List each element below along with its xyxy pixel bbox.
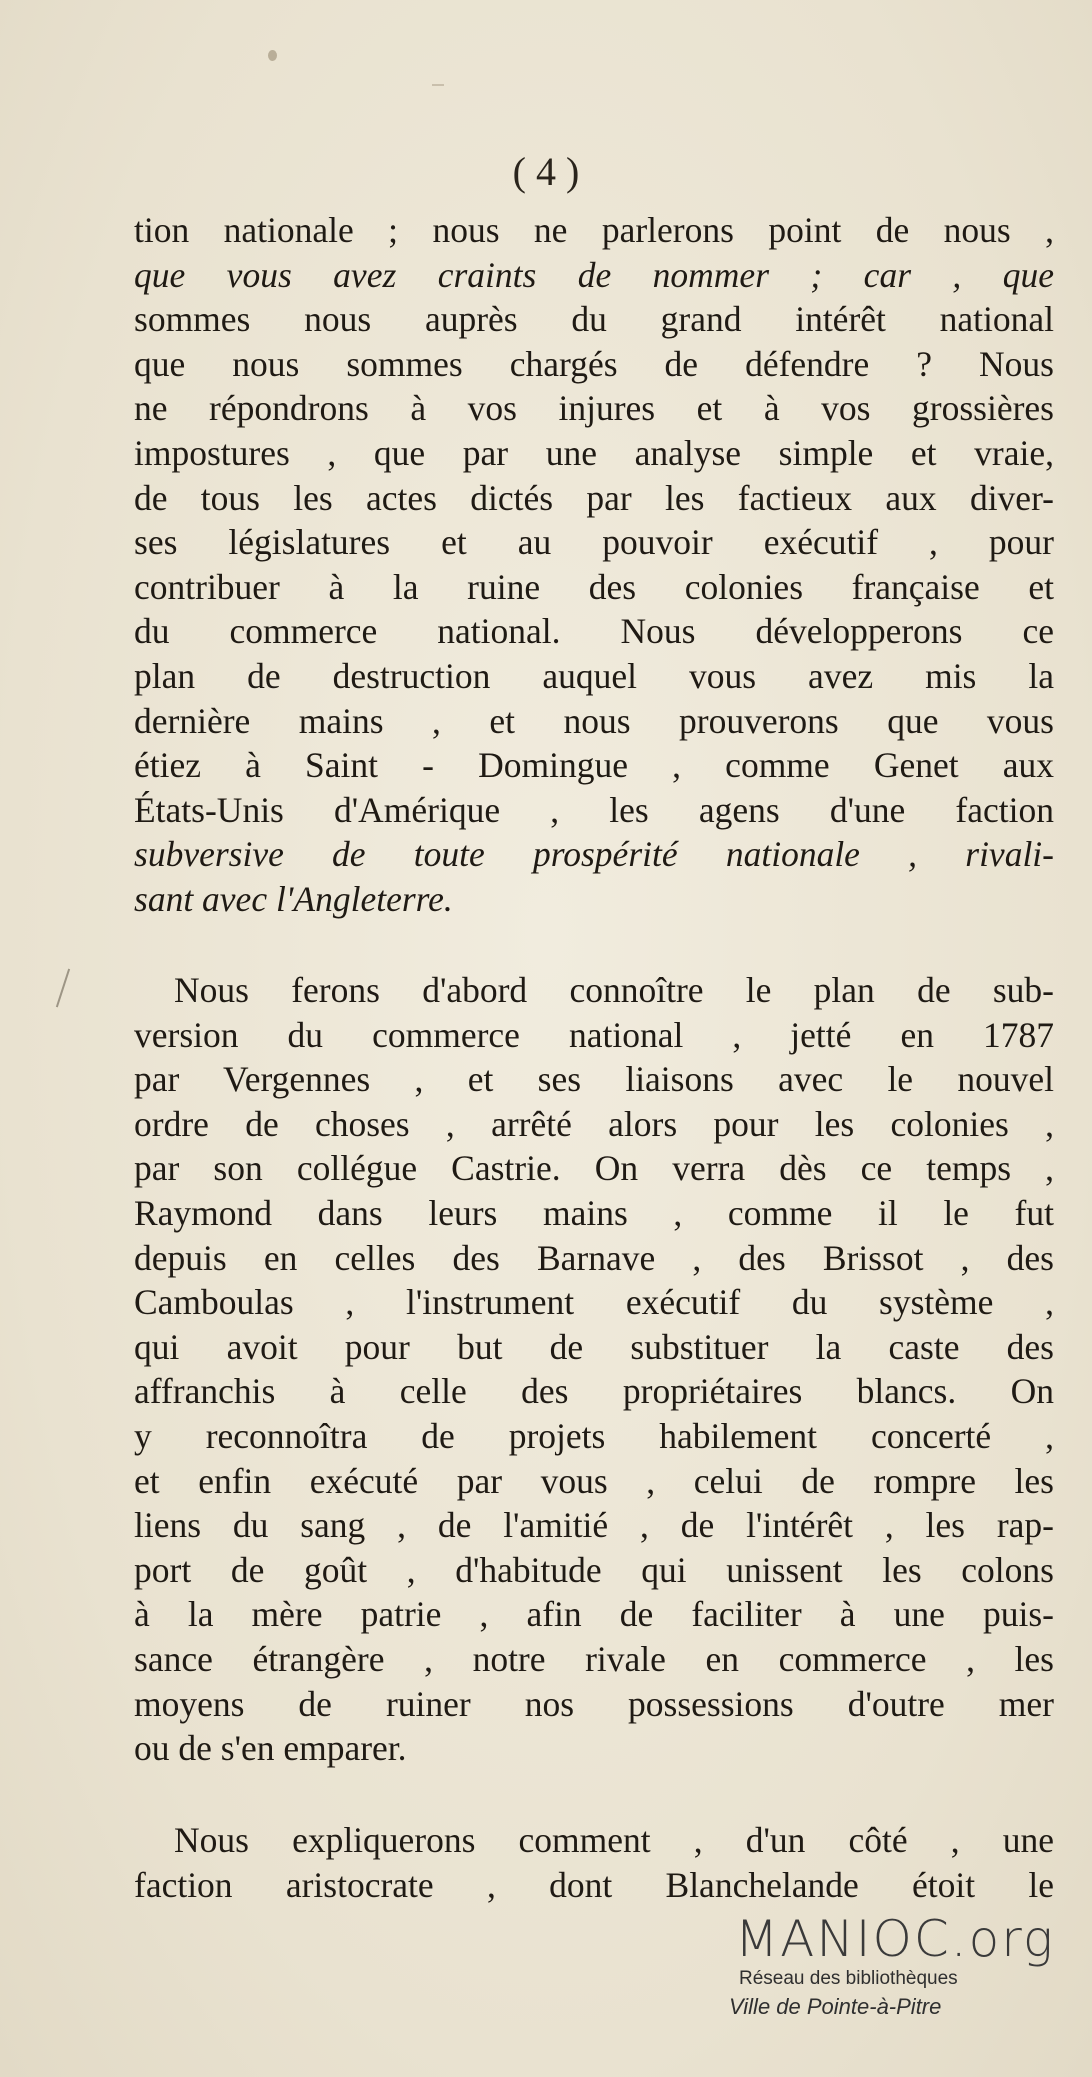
text-line: faction aristocrate , dont Blanchelande étoit le <box>134 1864 1054 1905</box>
text-line: tion nationale ; nous ne parlerons point de nous , <box>134 210 1054 250</box>
text-line: depuis en celles des Barnave , des Brissot , des <box>134 1237 1054 1278</box>
text-line: sommes nous auprès du grand intérêt national <box>134 299 1054 340</box>
manioc-watermark <box>729 1910 1065 2022</box>
text-line: affranchis à celle des propriétaires blancs. On <box>134 1371 1054 1412</box>
page-number: ( 4 ) <box>512 149 580 194</box>
text-line: par Vergennes , et ses liaisons avec le nouvel <box>134 1059 1054 1100</box>
text-line: du commerce national. Nous développerons ce <box>134 611 1054 652</box>
text-line: Nous ferons d'abord connoître le plan de sub- <box>174 970 1054 1010</box>
text-line: que vous avez craints de nommer ; car , que <box>134 254 1054 295</box>
text-line: y reconnoîtra de projets habilement concerté , <box>134 1415 1054 1456</box>
library-city-label: Ville de Pointe-à-Pitre <box>729 1994 942 2019</box>
paragraph-2 <box>134 968 1054 1771</box>
text-line: liens du sang , de l'amitié , de l'intérêt , les rap- <box>134 1505 1054 1546</box>
text-line: ses législatures et au pouvoir exécutif , pour <box>134 522 1054 563</box>
text-line: étiez à Saint - Domingue , comme Genet aux <box>134 745 1054 786</box>
paper-mark <box>56 969 70 1008</box>
paragraph-1 <box>134 208 1054 922</box>
text-line: subversive de toute prospérité nationale , rivali- <box>134 834 1054 875</box>
text-line: impostures , que par une analyse simple et vraie, <box>134 432 1054 473</box>
text-line: sant avec l'Angleterre. <box>134 878 453 919</box>
text-line: ou de s'en emparer. <box>134 1728 407 1769</box>
text-line: États-Unis d'Amérique , les agens d'une faction <box>134 789 1054 830</box>
text-line: à la mère patrie , afin de faciliter à une puis- <box>134 1594 1054 1635</box>
text-line: par son collégue Castrie. On verra dès ce temps , <box>134 1148 1054 1189</box>
paper-speck <box>268 50 277 61</box>
text-line: que nous sommes chargés de défendre ? Nous <box>134 343 1054 384</box>
paper-mark <box>432 84 444 86</box>
text-line: moyens de ruiner nos possessions d'outre mer <box>134 1683 1054 1724</box>
manioc-logo: MANIOC.org <box>735 1910 1055 1968</box>
text-line: Camboulas , l'instrument exécutif du système , <box>134 1282 1054 1323</box>
paragraph-3 <box>134 1818 1054 1907</box>
text-line: ne répondrons à vos injures et à vos grossières <box>134 388 1054 429</box>
text-line: Nous expliquerons comment , d'un côté , une <box>174 1820 1054 1860</box>
library-network-label: Réseau des bibliothèques <box>739 1968 958 1989</box>
text-line: sance étrangère , notre rivale en commerce , les <box>134 1638 1054 1679</box>
text-line: dernière mains , et nous prouverons que vous <box>134 700 1054 741</box>
text-line: ordre de choses , arrêté alors pour les colonies , <box>134 1103 1054 1144</box>
text-line: contribuer à la ruine des colonies française et <box>134 566 1054 607</box>
text-line: et enfin exécuté par vous , celui de rompre les <box>134 1460 1054 1501</box>
text-line: de tous les actes dictés par les factieux aux diver- <box>134 477 1054 518</box>
text-line: version du commerce national , jetté en 1787 <box>134 1014 1054 1055</box>
text-line: Raymond dans leurs mains , comme il le fut <box>134 1192 1054 1233</box>
text-line: plan de destruction auquel vous avez mis la <box>134 655 1054 696</box>
text-line: qui avoit pour but de substituer la caste des <box>134 1326 1054 1367</box>
text-line: port de goût , d'habitude qui unissent les colons <box>134 1549 1054 1590</box>
